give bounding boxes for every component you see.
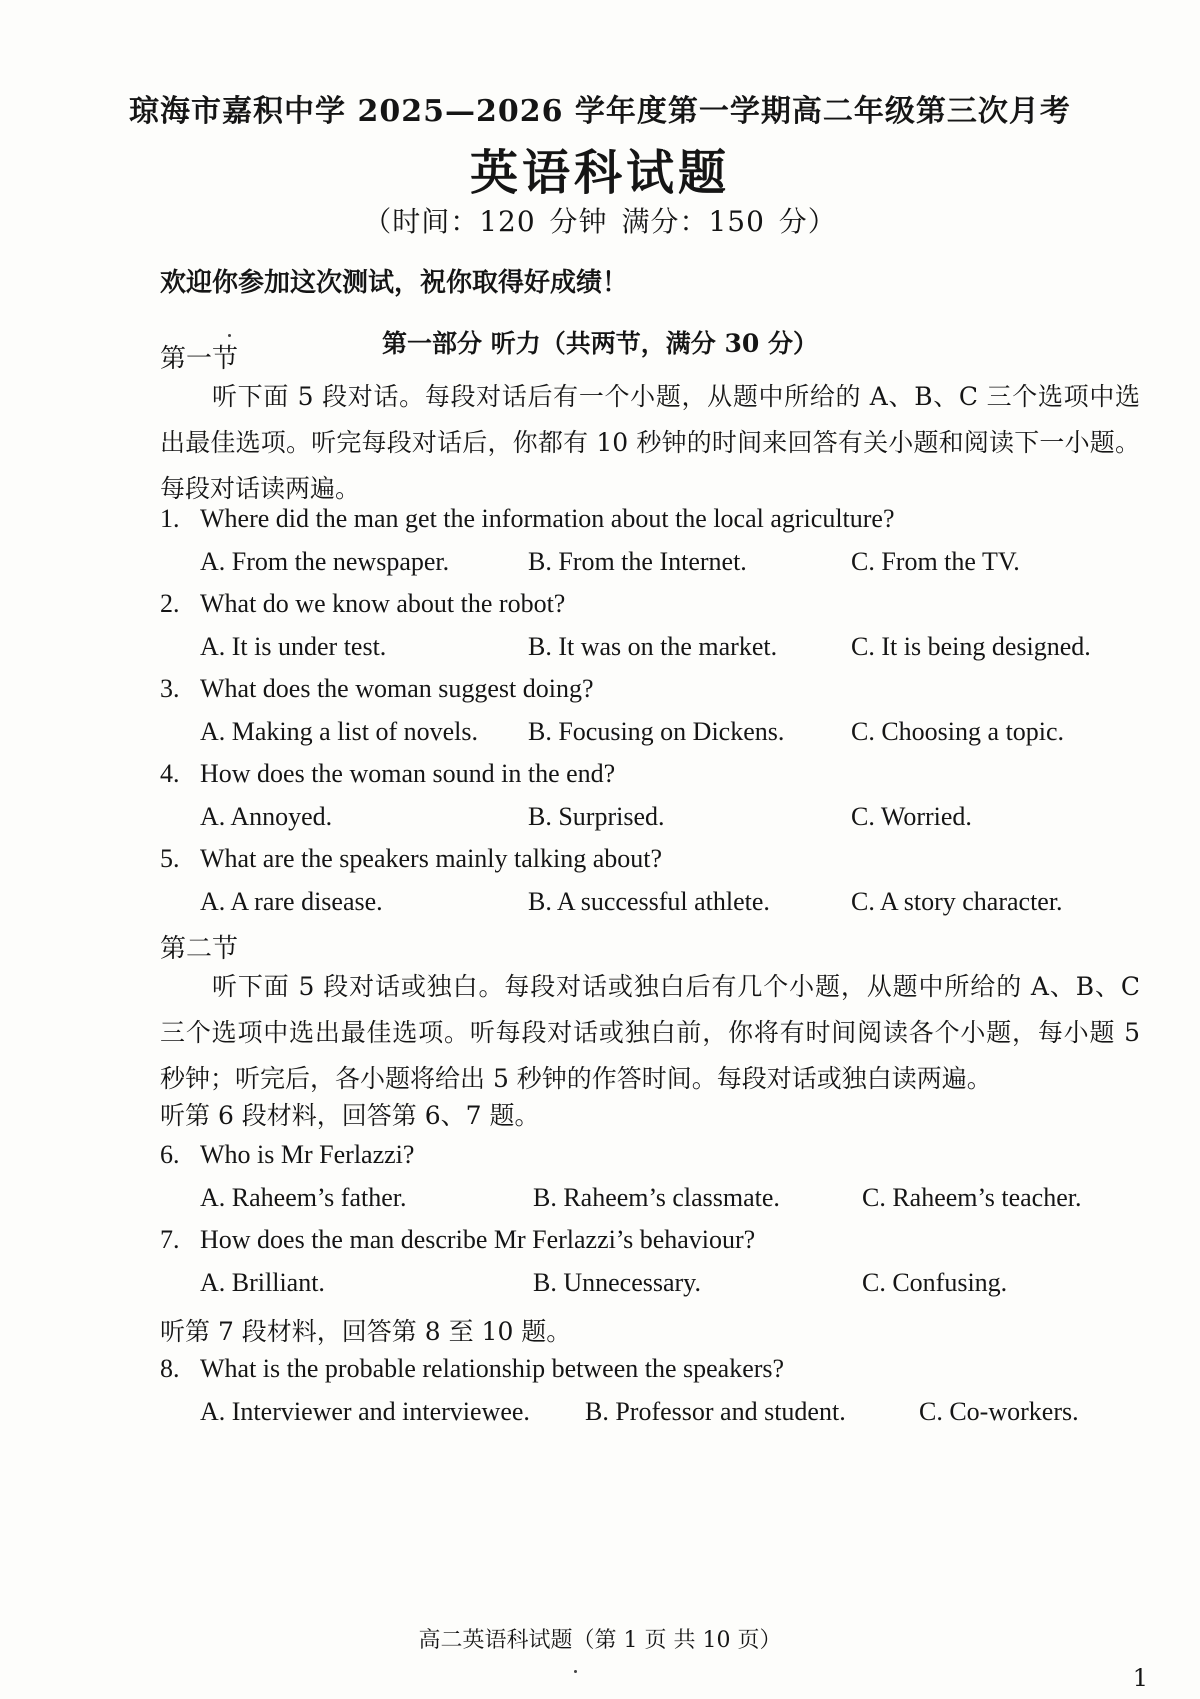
option-b: B. Unnecessary.: [533, 1268, 701, 1297]
scan-speck: [574, 1670, 577, 1673]
section1-instructions: [160, 374, 1140, 512]
option-c: C. Raheem’s teacher.: [862, 1183, 1082, 1212]
material-7-instruction: 听第 7 段材料，回答第 8 至 10 题。: [160, 1317, 572, 1346]
school-exam-title: 琼海市嘉积中学 2025—2026 学年度第一学期高二年级第三次月考: [129, 94, 1071, 129]
question-text: What does the woman suggest doing?: [200, 674, 594, 703]
question-stem: [160, 844, 662, 874]
option-a: A. Annoyed.: [200, 802, 333, 831]
option-a: A. Raheem’s father.: [200, 1183, 407, 1212]
question-number: 1.: [160, 504, 180, 533]
option-b: B. Professor and student.: [585, 1397, 846, 1426]
material-6-instruction: 听第 6 段材料，回答第 6、7 题。: [160, 1101, 540, 1130]
question-text: How does the man describe Mr Ferlazzi’s behaviour?: [200, 1225, 756, 1254]
question-number: 8.: [160, 1354, 180, 1383]
option-a: A. Interviewer and interviewee.: [200, 1397, 530, 1426]
option-b: B. A successful athlete.: [528, 887, 770, 916]
section2-instructions: [160, 964, 1140, 1102]
question-text: What do we know about the robot?: [200, 589, 566, 618]
option-c: C. Co-workers.: [919, 1397, 1079, 1426]
option-b: B. It was on the market.: [528, 632, 778, 661]
page-footer: 高二英语科试题（第 1 页 共 10 页）: [418, 1628, 782, 1653]
question-text: How does the woman sound in the end?: [200, 759, 616, 788]
option-b: B. Surprised.: [528, 802, 665, 831]
option-b: B. Focusing on Dickens.: [528, 717, 785, 746]
question-number: 6.: [160, 1140, 180, 1169]
section2-heading: 第二节: [160, 934, 239, 964]
option-c: C. Choosing a topic.: [851, 717, 1065, 746]
question-number: 5.: [160, 844, 180, 873]
option-c: C. It is being designed.: [851, 632, 1091, 661]
question-text: What is the probable relationship between the speakers?: [200, 1354, 785, 1383]
option-a: A. Making a list of novels.: [200, 717, 479, 746]
page-number: 1: [1132, 1664, 1148, 1692]
question-stem: [160, 1354, 784, 1384]
question-text: Where did the man get the information about the local agriculture?: [200, 504, 895, 533]
question-stem: [160, 759, 615, 789]
question-stem: [160, 1140, 414, 1170]
section2-instructions-text: 听下面 5 段对话或独白。每段对话或独白后有几个小题，从题中所给的 A、B、C 三个选项中选出最佳选项。听每段对话或独白前，你将有时间阅读各个小题，每小题 5 秒钟；听完后，各小题将给出 5 秒钟的作答时间。每段对话或独白读两遍。: [160, 972, 1140, 1093]
option-b: B. From the Internet.: [528, 547, 747, 576]
question-stem: [160, 589, 565, 619]
option-a: A. From the newspaper.: [200, 547, 450, 576]
option-a: A. A rare disease.: [200, 887, 383, 916]
question-number: 4.: [160, 759, 180, 788]
option-c: C. Confusing.: [862, 1268, 1008, 1297]
option-a: A. It is under test.: [200, 632, 387, 661]
option-c: C. Worried.: [851, 802, 972, 831]
question-number: 3.: [160, 674, 180, 703]
question-text: What are the speakers mainly talking about?: [200, 844, 663, 873]
question-stem: [160, 504, 895, 534]
exam-time-score-info: （时间：120 分钟 满分：150 分）: [363, 205, 837, 238]
subject-title: 英语科试题: [469, 145, 730, 201]
scan-speck: [228, 334, 231, 337]
question-stem: [160, 1225, 755, 1255]
question-number: 7.: [160, 1225, 180, 1254]
welcome-message: 欢迎你参加这次测试，祝你取得好成绩！: [160, 268, 629, 298]
section1-heading: 第一节: [160, 344, 239, 374]
question-number: 2.: [160, 589, 180, 618]
question-stem: [160, 674, 594, 704]
option-c: C. A story character.: [851, 887, 1063, 916]
question-text: Who is Mr Ferlazzi?: [200, 1140, 415, 1169]
section1-instructions-text: 听下面 5 段对话。每段对话后有一个小题，从题中所给的 A、B、C 三个选项中选出最佳选项。听完每段对话后，你都有 10 秒钟的时间来回答有关小题和阅读下一小题。每段对话读两遍。: [160, 382, 1140, 503]
part1-heading: 第一部分 听力（共两节，满分 30 分）: [382, 329, 818, 358]
option-a: A. Brilliant.: [200, 1268, 325, 1297]
option-c: C. From the TV.: [851, 547, 1020, 576]
option-b: B. Raheem’s classmate.: [533, 1183, 780, 1212]
